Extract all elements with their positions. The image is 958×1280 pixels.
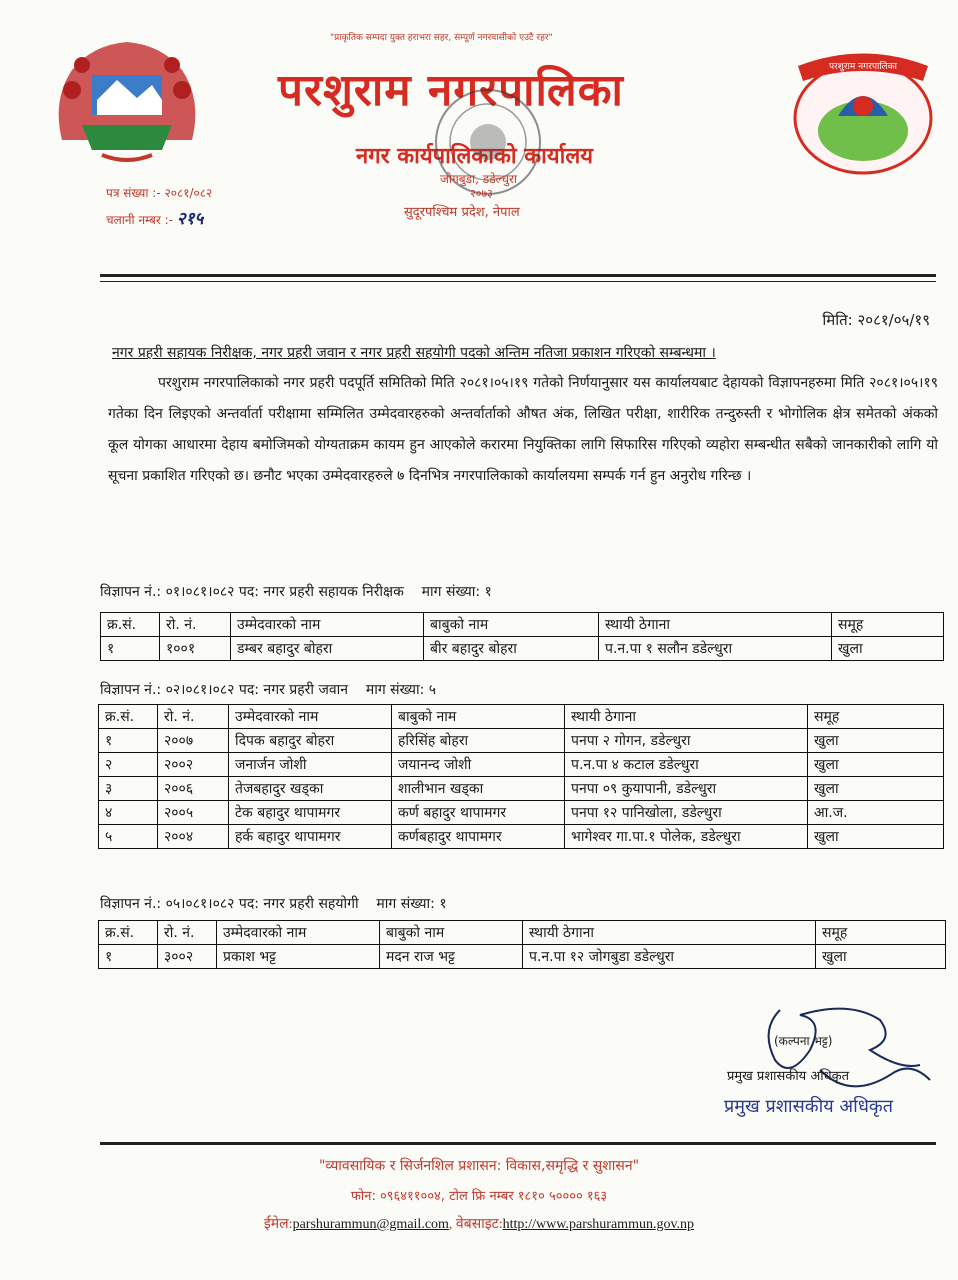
table-header-row: क्र.सं. रो. नं. उम्मेदवारको नाम बाबुको नाम स्थायी ठेगाना समूह (99, 921, 946, 945)
table-header-row: क्र.सं. रो. नं. उम्मेदवारको नाम बाबुको नाम स्थायी ठेगाना समूह (101, 613, 944, 637)
section-2-heading: विज्ञापन नं.: ०२।०८१।०८२ पद: नगर प्रहरी जवान माग संख्या: ५ (100, 682, 437, 698)
section-3-heading: विज्ञापन नं.: ०५।०८१।०८२ पद: नगर प्रहरी सहयोगी माग संख्या: १ (100, 896, 447, 912)
footer-divider (100, 1142, 936, 1145)
address-line-1: जोगबुडा, डडेल्धुरा (440, 172, 518, 186)
table-row: ३ २००६ तेजबहादुर खड्का शालीभान खड्का पनपा ०९ कुयापानी, डडेल्धुरा खुला (99, 777, 944, 801)
section-2-table (98, 704, 944, 849)
header-divider (100, 274, 936, 277)
municipality-title: परशुराम नगरपालिका (278, 65, 624, 116)
section-1-table (100, 612, 944, 661)
footer-motto: "व्यावसायिक र सिर्जनशिल प्रशासन: विकास,समृद्धि र सुशासन" (318, 1158, 640, 1174)
table-row: १ ३००२ प्रकाश भट्ट मदन राज भट्ट प.न.पा १२ जोगबुडा डडेल्धुरा खुला (99, 945, 946, 969)
dispatch-value: २१५ (176, 209, 204, 229)
letter-date: मिति: २०८१/०५/१९ (822, 311, 930, 329)
dispatch-label: चलानी नम्बर :- (106, 213, 173, 227)
ref-value: २०८१/०८२ (164, 186, 213, 200)
letter-reference (106, 184, 212, 201)
letter-body: परशुराम नगरपालिकाको नगर प्रहरी पदपूर्ति समितिको मिति २०८१।०५।१९ गतेको निर्णयानुसार यस कार्यालयबाट देहायको विज्ञापनहरुमा मिति २०८१।०५।१९ गतेका दिन लिइएको अन्तर्वार्ता परीक्षामा सम्मिलित उम्मेदवारहरुको अन्तर्वार्ताको औषत अंक, लिखित परीक्षा, शारीरिक तन्दुरुस्ती र भोगोलिक क्षेत्र समेतको अंकको कूल योगका आधारमा देहाय बमोजिमको योग्यताक्रम कायम हुन आएकोले करारमा नियुक्तिका लागि सिफारिस गरिएको व्यहोरा सम्बन्धीत सबैको जानकारीको लागि यो सूचना प्रकाशित गरिएको छ। छनौट भएका उम्मेदवारहरुले ७ दिनभित्र नगरपालिकाको कार्यालयमा सम्पर्क गर्न हुन अनुरोध गरिन्छ । (108, 375, 938, 484)
table-row: ४ २००५ टेक बहादुर थापामगर कर्ण बहादुर थापामगर पनपा १२ पानिखोला, डडेल्धुरा आ.ज. (99, 801, 944, 825)
signatory-stamp: प्रमुख प्रशासकीय अधिकृत (724, 1096, 893, 1117)
email-label: ईमेल: (263, 1217, 293, 1232)
footer-phone: फोन: ०९६४११००४, टोल फ्रि नम्बर १८१० ५०००० १६३ (350, 1189, 608, 1204)
ref-label: पत्र संख्या :- (106, 186, 161, 200)
address-line-2: २०७३ (470, 187, 493, 200)
dispatch-number (106, 206, 203, 229)
header-tagline: "प्राकृतिक सम्पदा युक्त हराभरा सहर, सम्पूर्ण नगरवासीको एउटै रहर" (330, 33, 553, 43)
municipality-logo (778, 36, 948, 176)
table-row: ५ २००४ हर्क बहादुर थापामगर कर्णबहादुर थापामगर भागेश्वर गा.पा.१ पोलेक, डडेल्धुरा खुला (99, 825, 944, 849)
table-row: १ २००७ दिपक बहादुर बोहरा हरिसिंह बोहरा पनपा २ गोगन, डडेल्धुरा खुला (99, 729, 944, 753)
letter-subject: नगर प्रहरी सहायक निरीक्षक, नगर प्रहरी जवान र नगर प्रहरी सहयोगी पदको अन्तिम नतिजा प्रकाशन गरिएको सम्बन्धमा । (112, 345, 716, 361)
signatory-title: प्रमुख प्रशासकीय अधिकृत (727, 1069, 850, 1084)
signatory-name: (कल्पना भट्ट) (774, 1034, 833, 1048)
table-header-row: क्र.सं. रो. नं. उम्मेदवारको नाम बाबुको नाम स्थायी ठेगाना समूह (99, 705, 944, 729)
municipality-logo-text: परशुराम नगरपालिका (828, 62, 898, 72)
header-divider-thin (100, 281, 936, 282)
table-row: १ १००१ डम्बर बहादुर बोहरा बीर बहादुर बोहरा प.न.पा १ सलौन डडेल्धुरा खुला (101, 637, 944, 661)
table-row: २ २००२ जनार्जन जोशी जयानन्द जोशी प.न.पा ४ कटाल डडेल्धुरा खुला (99, 753, 944, 777)
email-link[interactable]: parshurammun@gmail.com (292, 1217, 449, 1232)
footer-contact (0, 1214, 958, 1233)
website-label: , वेबसाइट: (448, 1217, 503, 1232)
nepal-emblem-logo (42, 30, 212, 165)
website-link[interactable]: http://www.parshurammun.gov.np (502, 1217, 695, 1232)
office-subtitle: नगर कार्यपालिकाको कार्यालय (356, 144, 593, 169)
section-3-table (98, 920, 946, 969)
address-line-3: सुदूरपश्चिम प्रदेश, नेपाल (404, 205, 520, 220)
section-1-heading: विज्ञापन नं.: ०१।०८१।०८२ पद: नगर प्रहरी सहायक निरीक्षक माग संख्या: १ (100, 584, 492, 600)
